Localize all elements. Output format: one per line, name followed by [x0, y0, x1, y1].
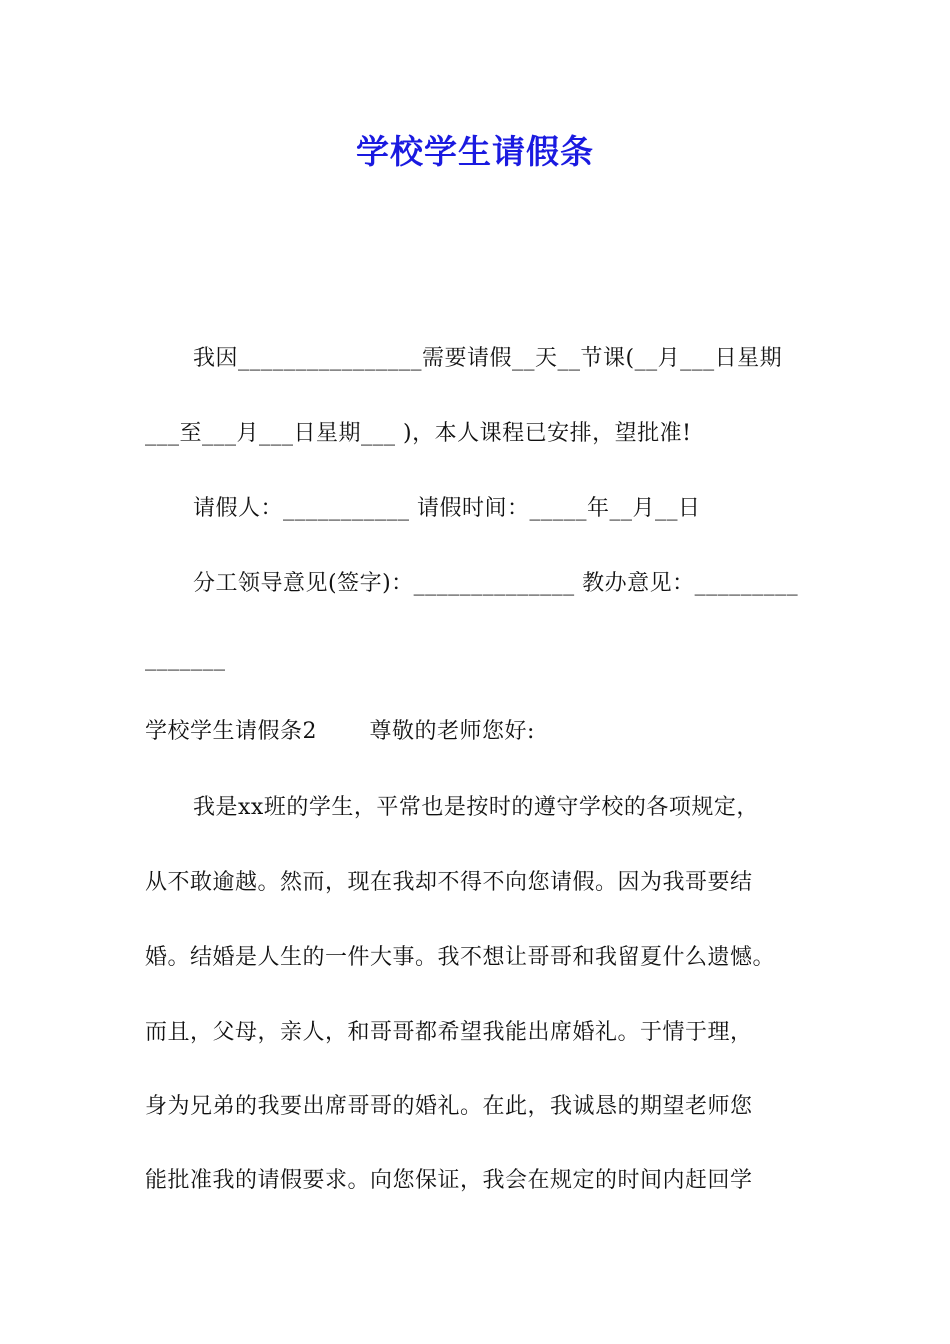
- leave-request-line-2: ___至___月___日星期___ )，本人课程已安排，望批准!: [145, 421, 692, 446]
- body-paragraph-line-2: 从不敢逾越。然而，现在我却不得不向您请假。因为我哥要结: [145, 870, 753, 895]
- body-paragraph-line-6: 能批准我的请假要求。向您保证，我会在规定的时间内赶回学: [145, 1168, 753, 1193]
- approval-opinion-line: 分工领导意见(签字)：______________ 教办意见：_________: [193, 571, 799, 596]
- document-title: 学校学生请假条: [356, 132, 594, 171]
- body-paragraph-line-3: 婚。结婚是人生的一件大事。我不想让哥哥和我留夏什么遗憾。: [145, 945, 776, 970]
- body-paragraph-line-5: 身为兄弟的我要出席哥哥的婚礼。在此，我诚恳的期望老师您: [145, 1094, 753, 1119]
- body-paragraph-line-4: 而且，父母，亲人，和哥哥都希望我能出席婚礼。于情于理，: [145, 1020, 753, 1045]
- approval-opinion-continuation: _______: [145, 646, 226, 671]
- applicant-date-line: 请假人：___________ 请假时间：_____年__月__日: [193, 496, 701, 521]
- leave-request-line-1: 我因________________需要请假__天__节课(__月___日星期: [193, 346, 783, 371]
- second-letter-heading: 学校学生请假条2 尊敬的老师您好:: [145, 719, 535, 744]
- body-paragraph-line-1: 我是xx班的学生，平常也是按时的遵守学校的各项规定，: [193, 795, 759, 820]
